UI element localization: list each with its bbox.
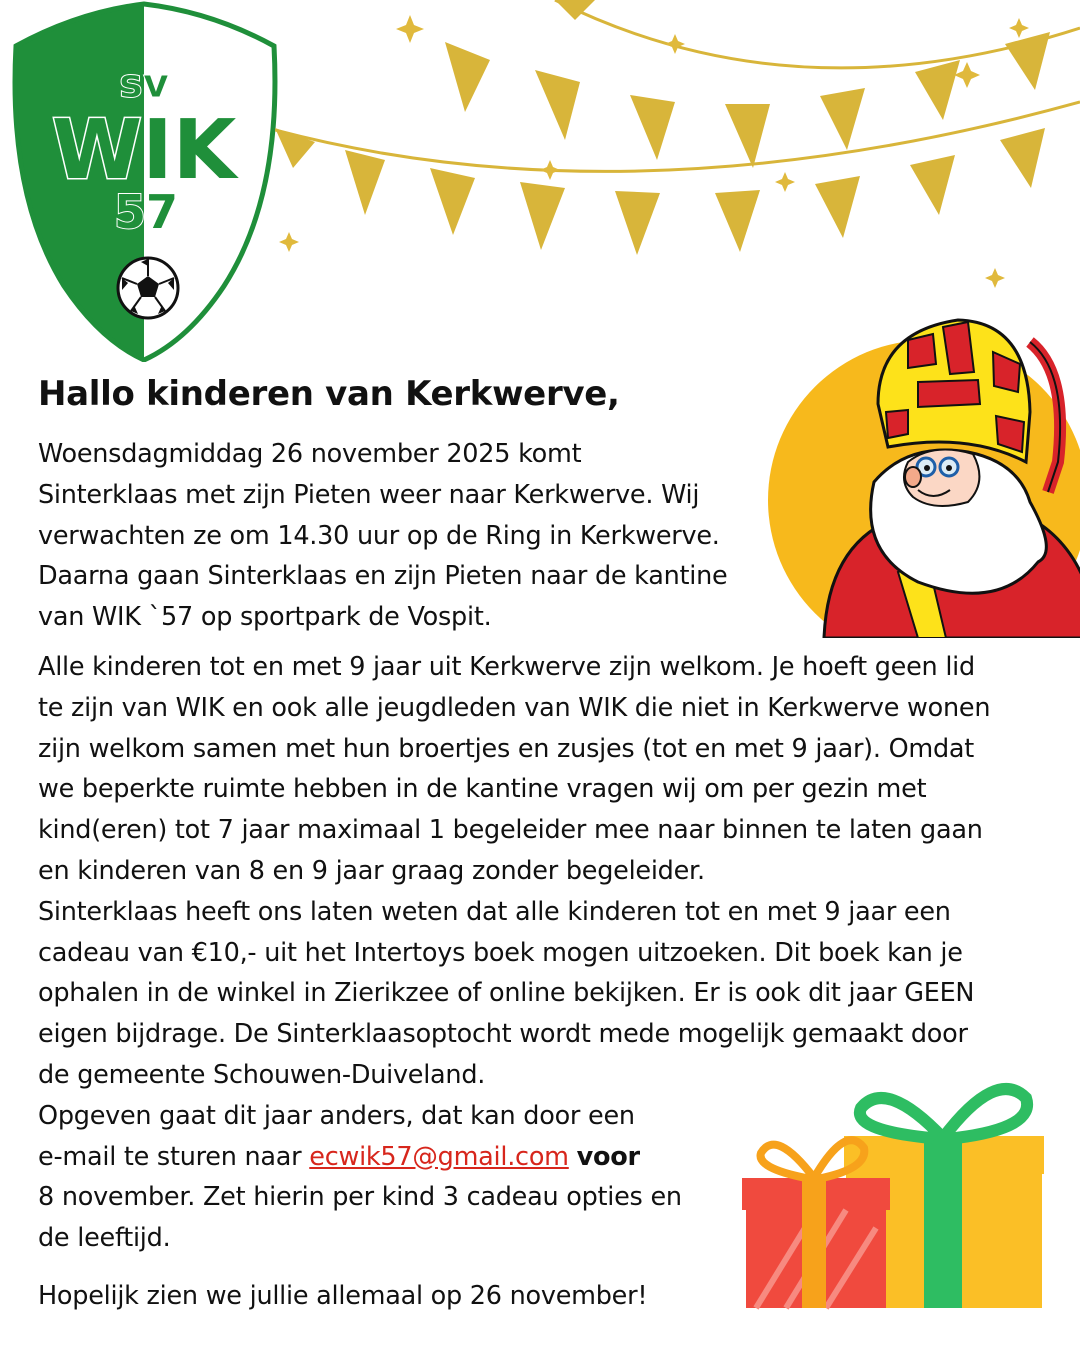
logo-57-text: 57 [113, 185, 179, 239]
intro-line: Daarna gaan Sinterklaas en zijn Pieten naar de kantine [38, 561, 728, 592]
body-line: we beperkte ruimte hebben in de kantine vragen wij om per gezin met [38, 774, 927, 805]
football-icon [118, 258, 178, 318]
club-logo [6, 0, 282, 362]
sinterklaas-illustration [768, 312, 1080, 638]
intro-line: Sinterklaas met zijn Pieten weer naar Kerkwerve. Wij [38, 479, 700, 510]
body-line: kind(eren) tot 7 jaar maximaal 1 begeleider mee naar binnen te laten gaan [38, 815, 983, 846]
body-line: de leeftijd. [38, 1223, 171, 1254]
intro-line: verwachten ze om 14.30 uur op de Ring in Kerkwerve. [38, 520, 720, 551]
body-line: de gemeente Schouwen-Duiveland. [38, 1059, 486, 1090]
bunting-decoration [275, 0, 1080, 320]
closing-line: Hopelijk zien we jullie allemaal op 26 november! [38, 1281, 648, 1311]
body-line: ophalen in de winkel in Zierikzee of online bekijken. Er is ook dit jaar GEEN [38, 978, 975, 1009]
email-link[interactable]: ecwik57@gmail.com [309, 1141, 569, 1172]
body-line: 8 november. Zet hierin per kind 3 cadeau opties en [38, 1182, 682, 1213]
body-line: zijn welkom samen met hun broertjes en zusjes (tot en met 9 jaar). Omdat [38, 733, 975, 764]
signup-line [38, 1137, 1058, 1178]
intro-paragraph [38, 434, 778, 638]
intro-line: van WIK `57 op sportpark de Vospit. [38, 602, 492, 633]
body-line: te zijn van WIK en ook alle jeugdleden van WIK die niet in Kerkwerve wonen [38, 692, 991, 723]
body-line: Sinterklaas heeft ons laten weten dat alle kinderen tot en met 9 jaar een [38, 896, 951, 927]
body-line: en kinderen van 8 en 9 jaar graag zonder begeleider. [38, 855, 705, 886]
greeting-heading: Hallo kinderen van Kerkwerve, [38, 374, 620, 414]
body-line: eigen bijdrage. De Sinterklaasoptocht wordt mede mogelijk gemaakt door [38, 1019, 968, 1050]
details-paragraph [38, 647, 1058, 1259]
signup-prefix: e-mail te sturen naar [38, 1141, 310, 1172]
body-line: Opgeven gaat dit jaar anders, dat kan door een [38, 1100, 635, 1131]
body-line: Alle kinderen tot en met 9 jaar uit Kerkwerve zijn welkom. Je hoeft geen lid [38, 652, 975, 682]
deadline-word: voor [576, 1141, 640, 1172]
logo-sv-text: sv [119, 61, 169, 107]
intro-line: Woensdagmiddag 26 november 2025 komt [38, 439, 582, 469]
body-line: cadeau van €10,- uit het Intertoys boek mogen uitzoeken. Dit boek kan je [38, 937, 963, 968]
logo-wik-text: WIK [51, 103, 237, 198]
